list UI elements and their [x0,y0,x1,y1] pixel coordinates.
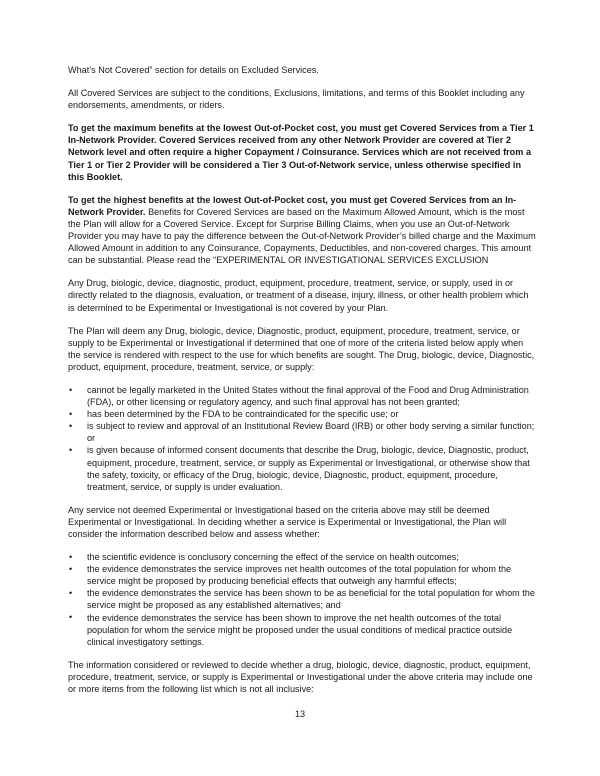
paragraph-highest-benefits-innetwork [68,194,536,267]
bullet-icon: • [69,612,73,623]
list-item-text: the evidence demonstrates the service has been shown to improve the net health outcomes of the total population for whom the service might be proposed under the usual conditions of medical practice outside clinical investigatory settings. [87,612,513,647]
paragraph-any-drug-definition: Any Drug, biologic, device, diagnostic, product, equipment, procedure, treatment, service, or supply, used in or directly related to the diagnosis, evaluation, or treatment of a disease, injury, illness, or other health problem which is determined to be Experimental or Investigational is not covered by your Plan. [68,278,529,313]
paragraph-covered-services-conditions: All Covered Services are subject to the conditions, Exclusions, limitations, and terms of this Booklet including any endorsements, amendments, or riders. [68,88,525,111]
list-item [68,384,536,408]
list-item [68,420,536,444]
paragraph-plan-deem-criteria-intro: The Plan will deem any Drug, biologic, device, Diagnostic, product, equipment, procedure, treatment, service, or supply to be Experimental or Investigational if determined that one of more of the criteria listed below apply when the service is rendered with respect to the use for which benefits are sought. The Drug, biologic, device, Diagnostic, product, equipment, procedure, treatment, service, or supply: [68,325,535,372]
paragraph-any-service-not-deemed: Any service not deemed Experimental or Investigational based on the criteria above may still be deemed Experimental or Investigational. In deciding whether a service is Experimental or Investigational, the Plan will consider the information described below and assess whether: [68,504,507,539]
list-item [68,563,536,587]
bullet-icon: • [69,588,73,599]
list-item [68,408,536,420]
paragraph-maximum-benefits-tier: To get the maximum benefits at the lowest Out-of-Pocket cost, you must get Covered Services from a Tier 1 In-Network Provider. Covered Services received from any other Network Provider are covered at Tier 2 Network level and often require a higher Copayment / Coinsurance. Services which are not received from a Tier 1 or Tier 2 Provider will be considered a Tier 3 Out-of-Network service, unless otherwise specified in this Booklet. [68,123,534,182]
paragraph-highest-benefits-rest: Benefits for Covered Services are based on the Maximum Allowed Amount, which is the most the Plan will allow for a Covered Service. Except for Surprise Billing Claims, when you use an Out-of-Network Provider you may have to pay the difference between the Out-of-Network Provider’s billed charge and the Maximum Allowed Amount in addition to any Coinsurance, Copayments, Deductibles, and non-covered charges. This amount can be substantial. Please read the “EXPERIMENTAL OR INVESTIGATIONAL SERVICES EXCLUSION [68,206,536,266]
list-item-text: the evidence demonstrates the service has been shown to be as beneficial for the total population for whom the service might be proposed as any established alternatives; and [87,588,535,611]
paragraph-information-considered: The information considered or reviewed to decide whether a drug, biologic, device, diagnostic, product, equipment, procedure, treatment, service, or supply is Experimental or Investigational under the above criteria may include one or more items from the following list which is not all inclusive: [68,659,533,695]
list-item-text: the evidence demonstrates the service improves net health outcomes of the total population for whom the service might be proposed by producing beneficial effects that outweigh any harmful effects; [87,564,512,587]
list-item [68,551,536,563]
bullet-icon: • [69,551,73,562]
list-item [68,587,536,611]
bullet-list-experimental-criteria [68,384,536,493]
paragraph-excluded-services-ref: What’s Not Covered” section for details on Excluded Services. [68,65,319,75]
page-number: 13 [294,709,306,719]
bullet-icon: • [69,564,73,574]
bullet-icon: • [69,408,73,419]
bullet-icon: • [69,421,73,432]
list-item-text: is given because of informed consent documents that describe the Drug, biologic, device, Diagnostic, product, equipment, procedure, treatment, service, or supply as Experimental or Investigational, or otherwise show that the safety, toxicity, or efficacy of the Drug, biologic, device, Diagnostic, product, equipment, procedure, treatment, service, or supply is under evaluation. [87,445,530,492]
list-item-text: the scientific evidence is conclusory concerning the effect of the service on health outcomes; [87,552,459,563]
paragraph-highest-benefits-bold-lead: To get the highest benefits at the lowest Out-of-Pocket cost, you must get Covered Services from an In-Network Provider. [68,194,517,217]
list-item-text: cannot be legally marketed in the United States without the final approval of the Food and Drug Administration (FDA), or other licensing or regulatory agency, and such final approval has not been granted; [87,384,529,408]
list-item-text: has been determined by the FDA to be contraindicated for the specific use; or [87,409,399,420]
bullet-list-assessment-criteria [68,551,536,648]
list-item [68,612,536,648]
list-item [68,444,536,492]
bullet-icon: • [69,445,73,456]
list-item-text: is subject to review and approval of an Institutional Review Board (IRB) or other body serving a similar function; or [87,421,535,444]
document-body [68,64,536,695]
bullet-icon: • [69,384,73,395]
